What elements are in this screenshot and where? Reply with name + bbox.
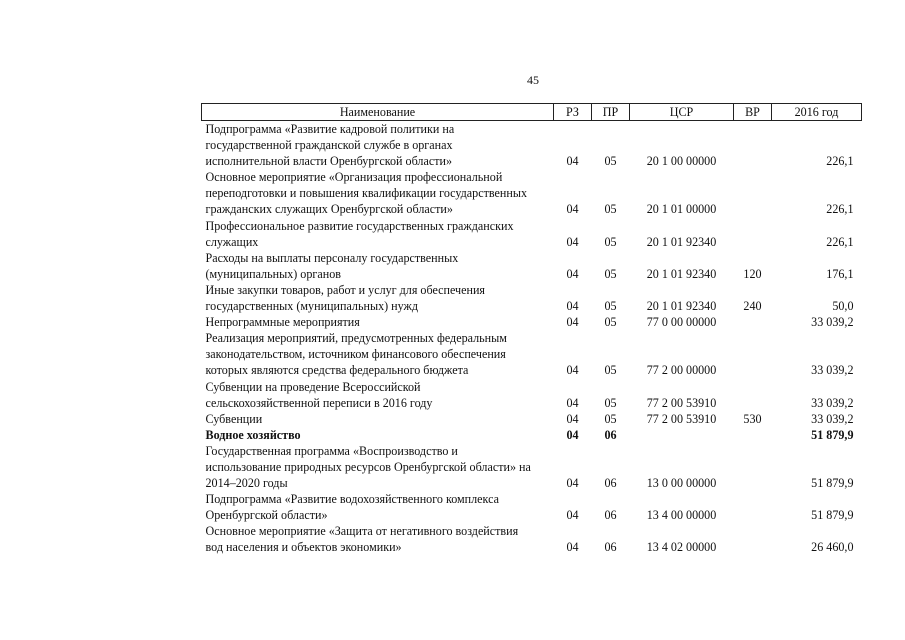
table-row (202, 443, 862, 491)
row-amount: 33 039,2 (811, 363, 854, 378)
row-name-line: служащих (205, 234, 259, 249)
table-row (202, 411, 862, 427)
header-vr: ВР (734, 104, 772, 121)
row-name-line: Иные закупки товаров, работ и услуг для обеспечения (205, 282, 485, 297)
row-pr: 06 (604, 476, 617, 491)
row-name (202, 121, 554, 170)
table-row (202, 427, 862, 443)
row-pr: 05 (604, 266, 617, 281)
row-name-line: государственных (муниципальных) нужд (205, 299, 419, 314)
row-name-line: государственной гражданской службе в органах (205, 138, 453, 153)
row-csr: 13 4 02 00000 (646, 540, 717, 555)
row-name (202, 282, 554, 314)
row-vr (734, 379, 772, 411)
header-csr: ЦСР (630, 104, 734, 121)
row-name-line: Водное хозяйство (205, 427, 301, 442)
row-amount: 26 460,0 (811, 540, 854, 555)
row-csr: 20 1 00 00000 (646, 154, 717, 169)
row-name-line: использование природных ресурсов Оренбургской области» на (205, 459, 531, 474)
row-vr (734, 218, 772, 250)
row-vr (734, 330, 772, 378)
row-vr: 120 (743, 266, 762, 281)
row-name (202, 523, 554, 555)
row-name-line: которых являются средства федерального бюджета (205, 363, 469, 378)
row-name-line: Реализация мероприятий, предусмотренных федеральным (205, 331, 507, 346)
header-year: 2016 год (772, 104, 862, 121)
row-amount: 176,1 (826, 266, 854, 281)
row-csr: 13 4 00 00000 (646, 508, 717, 523)
row-name (202, 411, 554, 427)
row-name-line: Субвенции на проведение Всероссийской (205, 379, 421, 394)
row-pr: 05 (604, 363, 617, 378)
row-csr: 13 0 00 00000 (646, 476, 717, 491)
table-row (202, 218, 862, 250)
budget-table (201, 103, 862, 556)
row-pr: 06 (604, 427, 617, 442)
table-row (202, 523, 862, 555)
header-rz: РЗ (554, 104, 592, 121)
table-row (202, 379, 862, 411)
row-vr: 240 (743, 299, 762, 314)
table-row (202, 330, 862, 378)
row-name-line: (муниципальных) органов (205, 266, 341, 281)
row-amount: 226,1 (826, 202, 854, 217)
row-name-line: гражданских служащих Оренбургской области» (205, 202, 453, 217)
row-vr (734, 523, 772, 555)
row-amount: 226,1 (826, 154, 854, 169)
row-amount: 33 039,2 (811, 395, 854, 410)
row-name-line: Оренбургской области» (205, 508, 328, 523)
row-amount: 33 039,2 (811, 315, 854, 330)
row-rz: 04 (566, 427, 579, 442)
row-rz: 04 (566, 266, 579, 281)
row-vr (734, 314, 772, 330)
row-pr: 05 (604, 411, 617, 426)
row-csr: 20 1 01 00000 (646, 202, 717, 217)
row-csr: 20 1 01 92340 (646, 234, 717, 249)
row-vr (734, 443, 772, 491)
row-amount: 51 879,9 (811, 508, 854, 523)
row-name-line: Основное мероприятие «Организация профессиональной (205, 170, 503, 185)
row-name-line: Основное мероприятие «Защита от негативного воздействия (205, 524, 519, 539)
row-pr: 05 (604, 202, 617, 217)
row-name-line: Непрограммные мероприятия (205, 315, 360, 330)
table-row (202, 121, 862, 170)
row-rz: 04 (566, 395, 579, 410)
table-row (202, 169, 862, 217)
table-row (202, 491, 862, 523)
row-rz: 04 (566, 540, 579, 555)
row-name-line: исполнительной власти Оренбургской области» (205, 154, 453, 169)
row-vr (734, 121, 772, 170)
row-csr: 20 1 01 92340 (646, 299, 717, 314)
row-vr (734, 427, 772, 443)
row-pr: 05 (604, 234, 617, 249)
row-amount: 51 879,9 (811, 476, 854, 491)
row-rz: 04 (566, 299, 579, 314)
row-rz: 04 (566, 315, 579, 330)
row-name-line: Расходы на выплаты персоналу государственных (205, 250, 459, 265)
row-name-line: 2014–2020 годы (205, 476, 288, 491)
row-rz: 04 (566, 234, 579, 249)
row-name (202, 443, 554, 491)
row-name (202, 491, 554, 523)
row-name (202, 314, 554, 330)
row-vr (734, 169, 772, 217)
table-row (202, 282, 862, 314)
row-csr: 77 2 00 53910 (646, 411, 717, 426)
row-csr (630, 427, 734, 443)
row-amount: 226,1 (826, 234, 854, 249)
row-name (202, 218, 554, 250)
row-name (202, 427, 554, 443)
table-row (202, 314, 862, 330)
row-pr: 05 (604, 395, 617, 410)
page-number: 45 (527, 73, 539, 87)
row-rz: 04 (566, 476, 579, 491)
row-rz: 04 (566, 411, 579, 426)
row-name-line: переподготовки и повышения квалификации государственных (205, 186, 527, 201)
row-rz: 04 (566, 202, 579, 217)
row-pr: 05 (604, 315, 617, 330)
row-name-line: законодательством, источником финансового обеспечения (205, 347, 506, 362)
row-rz: 04 (566, 363, 579, 378)
row-vr: 530 (743, 411, 762, 426)
table-body (202, 121, 862, 556)
row-name (202, 169, 554, 217)
row-name-line: вод населения и объектов экономики» (205, 540, 402, 555)
row-csr: 20 1 01 92340 (646, 266, 717, 281)
row-name (202, 330, 554, 378)
row-name (202, 379, 554, 411)
row-pr: 05 (604, 299, 617, 314)
row-csr: 77 0 00 00000 (646, 315, 717, 330)
table-row (202, 250, 862, 282)
row-amount: 51 879,9 (811, 427, 854, 442)
row-pr: 05 (604, 154, 617, 169)
row-name-line: Субвенции (205, 411, 263, 426)
table-header-row (202, 104, 862, 121)
row-name-line: сельскохозяйственной переписи в 2016 году (205, 395, 433, 410)
header-name: Наименование (202, 104, 554, 121)
row-name-line: Подпрограмма «Развитие водохозяйственного комплекса (205, 492, 500, 507)
row-rz: 04 (566, 154, 579, 169)
row-name-line: Государственная программа «Воспроизводство и (205, 443, 458, 458)
row-amount: 33 039,2 (811, 411, 854, 426)
row-pr: 06 (604, 540, 617, 555)
row-rz: 04 (566, 508, 579, 523)
row-amount: 50,0 (832, 299, 854, 314)
row-name-line: Профессиональное развитие государственных гражданских (205, 218, 514, 233)
row-name (202, 250, 554, 282)
row-csr: 77 2 00 53910 (646, 395, 717, 410)
row-csr: 77 2 00 00000 (646, 363, 717, 378)
row-pr: 06 (604, 508, 617, 523)
header-pr: ПР (592, 104, 630, 121)
row-name-line: Подпрограмма «Развитие кадровой политики на (205, 122, 455, 136)
row-vr (734, 491, 772, 523)
